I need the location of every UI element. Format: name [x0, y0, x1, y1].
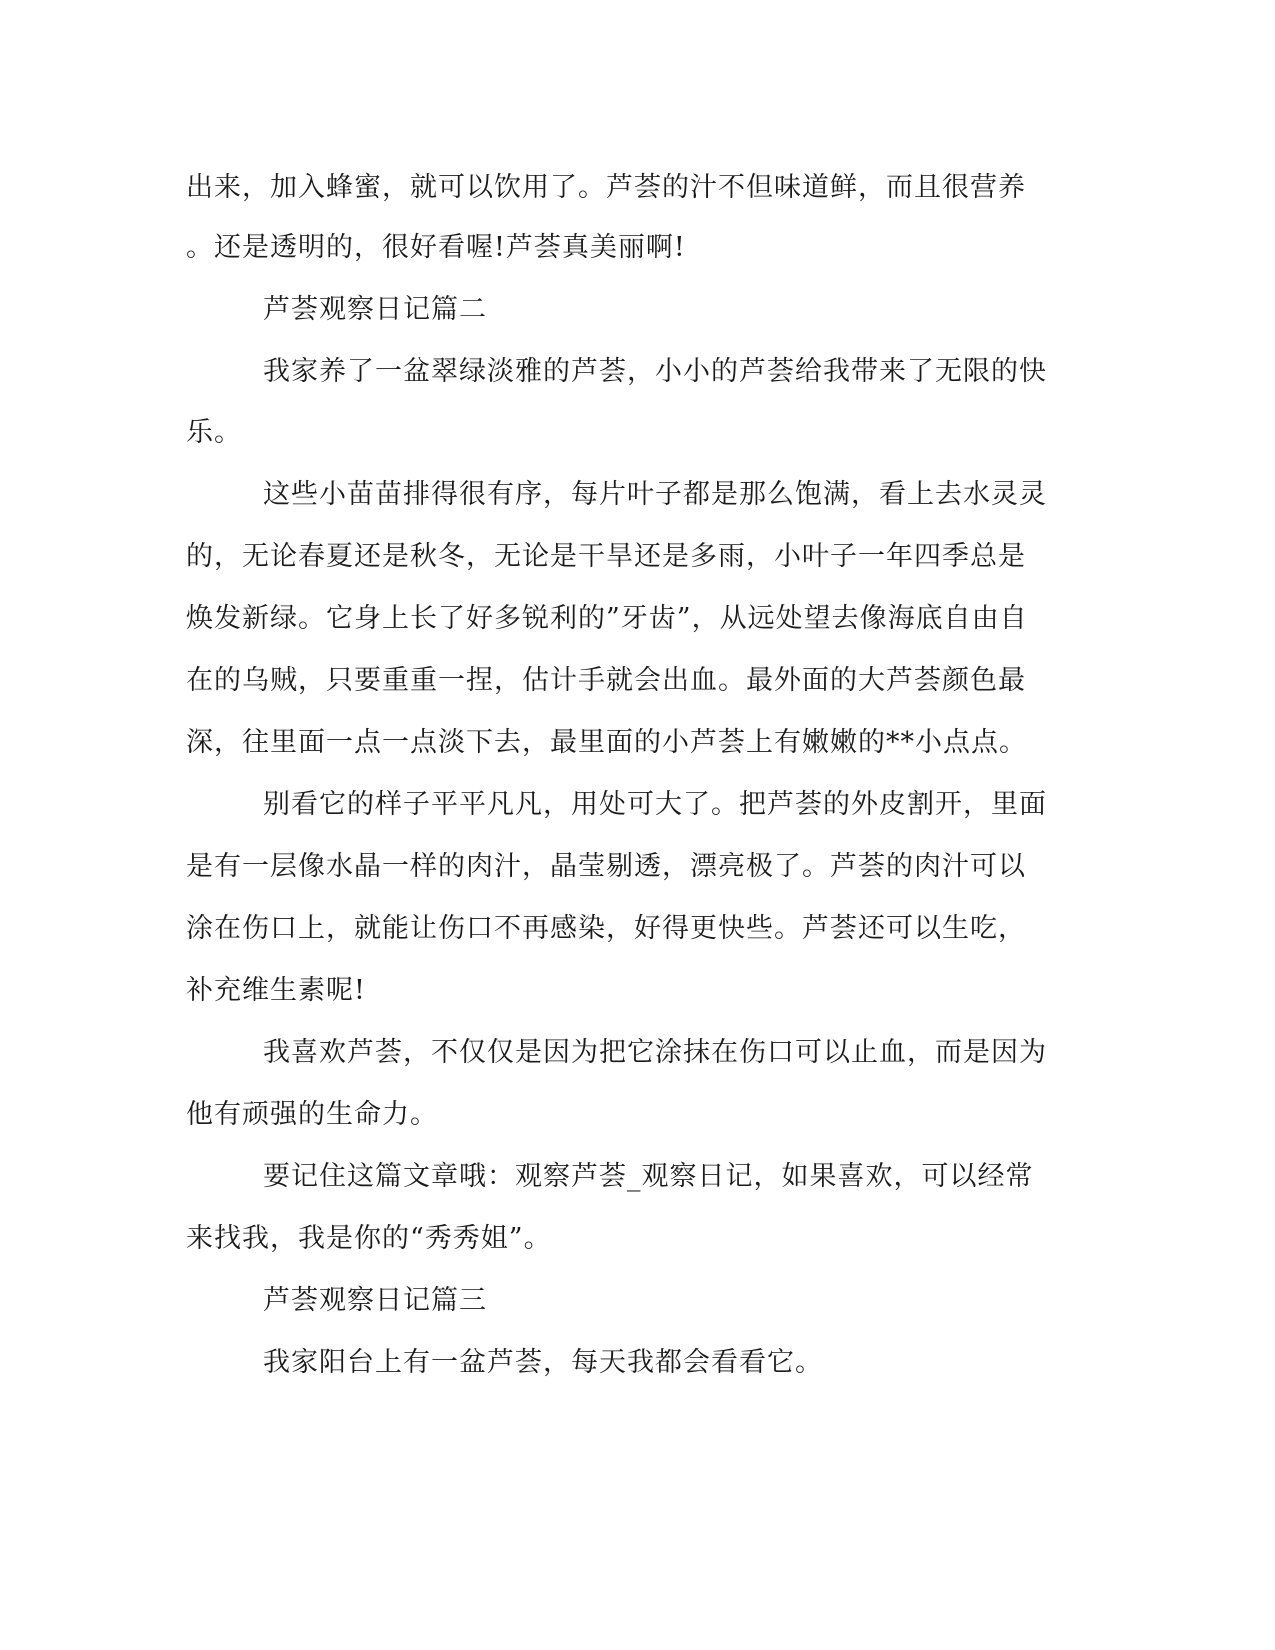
- text-line: 在的乌贼，只要重重一捏，估计手就会出血。最外面的大芦荟颜色最: [186, 665, 1026, 696]
- text-line: 我家阳台上有一盆芦荟，每天我都会看看它。: [263, 1347, 823, 1378]
- text-line: 别看它的样子平平凡凡，用处可大了。把芦荟的外皮割开，里面: [263, 789, 1047, 820]
- text-line: 的，无论春夏还是秋冬，无论是干旱还是多雨，小叶子一年四季总是: [186, 541, 1026, 572]
- text-line: 他有顽强的生命力。: [186, 1099, 438, 1130]
- text-line: 是有一层像水晶一样的肉汁，晶莹剔透，漂亮极了。芦荟的肉汁可以: [186, 851, 1026, 882]
- text-line: 我喜欢芦荟，不仅仅是因为把它涂抹在伤口可以止血，而是因为: [263, 1037, 1047, 1068]
- text-line: 补充维生素呢!: [186, 975, 366, 1006]
- text-line: 要记住这篇文章哦：观察芦荟_观察日记，如果喜欢，可以经常: [263, 1161, 1034, 1192]
- text-line: 乐。: [186, 417, 242, 448]
- text-line: 涂在伤口上，就能让伤口不再感染，好得更快些。芦荟还可以生吃，: [186, 913, 1026, 944]
- text-line: 焕发新绿。它身上长了好多锐利的”牙齿”，从远处望去像海底自由自: [186, 603, 1028, 634]
- text-line: 。还是透明的，很好看喔!芦荟真美丽啊!: [186, 232, 686, 263]
- text-line: 来找我，我是你的“秀秀姐”。: [186, 1223, 552, 1254]
- text-line: 我家养了一盆翠绿淡雅的芦荟，小小的芦荟给我带来了无限的快: [263, 356, 1047, 387]
- text-line: 深，往里面一点一点淡下去，最里面的小芦荟上有嫩嫩的**小点点。: [186, 727, 1027, 758]
- section-heading: 芦荟观察日记篇二: [263, 294, 487, 325]
- section-heading: 芦荟观察日记篇三: [263, 1285, 487, 1316]
- text-line: 出来，加入蜂蜜，就可以饮用了。芦荟的汁不但味道鲜，而且很营养: [186, 172, 1026, 203]
- text-line: 这些小苗苗排得很有序，每片叶子都是那么饱满，看上去水灵灵: [263, 479, 1047, 510]
